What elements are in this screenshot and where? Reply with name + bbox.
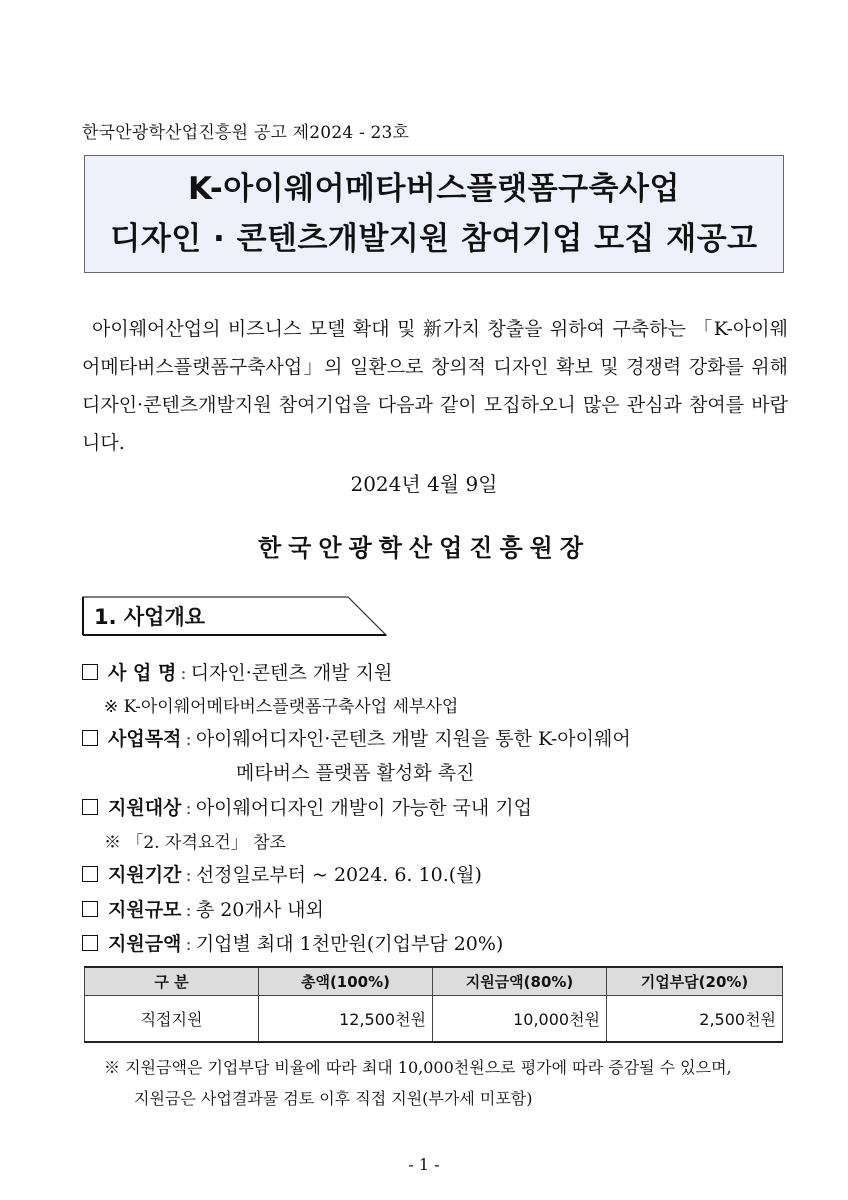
table-header: 총액(100%) (259, 967, 433, 996)
amount-footnote (104, 1052, 794, 1114)
table-row (85, 996, 783, 1043)
intro-paragraph (82, 310, 788, 462)
note-subproject: ※ K-아이웨어메타버스플랫폼구축사업 세부사업 (104, 697, 459, 717)
item-label: 지원기간 (108, 864, 182, 886)
checkbox-icon (82, 901, 98, 917)
item-label: 지원대상 (108, 797, 182, 819)
table-header: 기업부담(20%) (607, 967, 783, 996)
item-label: 지원금액 (108, 933, 182, 955)
table-cell: 2,500천원 (607, 996, 783, 1043)
support-amount-table (84, 966, 783, 1043)
announcement-date: 2024년 4월 9일 (350, 472, 498, 496)
item-purpose: 사업목적 : 아이웨어디자인·콘텐츠 개발 지원을 통한 K-아이웨어 (82, 724, 631, 751)
item-value: 디자인·콘텐츠 개발 지원 (190, 662, 393, 684)
table-cell: 직접지원 (85, 996, 259, 1043)
title-line-2: 디자인 · 콘텐츠개발지원 참여기업 모집 재공고 (110, 221, 758, 257)
item-period: 지원기간 : 선정일로부터 ~ 2024. 6. 10.(월) (82, 860, 482, 887)
table-cell: 12,500천원 (259, 996, 433, 1043)
checkbox-icon (82, 866, 98, 882)
checkbox-icon (82, 799, 98, 815)
item-label: 사업목적 (108, 728, 182, 750)
item-value: 기업별 최대 1천만원(기업부담 20%) (195, 933, 504, 955)
item-value: 선정일로부터 ~ 2024. 6. 10.(월) (195, 864, 482, 886)
footnote-line-2: 지원금은 사업결과물 검토 이후 직접 지원(부가세 미포함) (134, 1089, 533, 1108)
item-value: 총 20개사 내외 (195, 899, 324, 921)
section-title: 1. 사업개요 (94, 605, 206, 629)
checkbox-icon (82, 664, 98, 680)
intro-text: 아이웨어산업의 비즈니스 모델 확대 및 新가치 창출을 위하여 구축하는 「K-아이웨어메타버스플랫폼구축사업」의 일환으로 창의적 디자인 확보 및 경쟁력 강화를 위해 디자인·콘텐츠개발지원 참여기업을 다음과 같이 모집하오니 많은 관심과 참여를 바랍니다. (82, 318, 788, 454)
item-purpose-continued: 메타버스 플랫폼 활성화 촉진 (236, 762, 475, 784)
table-header-row (85, 967, 783, 996)
title-box (84, 155, 784, 273)
item-amount: 지원금액 : 기업별 최대 1천만원(기업부담 20%) (82, 929, 503, 956)
checkbox-icon (82, 730, 98, 746)
table-header: 지원금액(80%) (433, 967, 607, 996)
note-qualification: ※ 「2. 자격요건」 참조 (104, 833, 286, 853)
table-header: 구 분 (85, 967, 259, 996)
item-label: 지원규모 (108, 899, 182, 921)
item-target: 지원대상 : 아이웨어디자인 개발이 가능한 국내 기업 (82, 793, 532, 820)
item-scale: 지원규모 : 총 20개사 내외 (82, 895, 324, 922)
footnote-line-1: ※ 지원금액은 기업부담 비율에 따라 최대 10,000천원으로 평가에 따라 증감될 수 있으며, (104, 1058, 732, 1077)
notice-number: 한국안광학산업진흥원 공고 제2024 - 23호 (82, 123, 410, 143)
item-label: 사 업 명 (108, 662, 177, 684)
organization-head: 한국안광학산업진흥원장 (257, 533, 591, 562)
item-project-name: 사 업 명 : 디자인·콘텐츠 개발 지원 (82, 658, 392, 685)
page-number: - 1 - (408, 1155, 440, 1174)
section-heading-box (82, 596, 388, 636)
table-cell: 10,000천원 (433, 996, 607, 1043)
title-line-1: K-아이웨어메타버스플랫폼구축사업 (188, 171, 680, 207)
item-value: 아이웨어디자인 개발이 가능한 국내 기업 (195, 797, 533, 819)
checkbox-icon (82, 935, 98, 951)
item-value: 아이웨어디자인·콘텐츠 개발 지원을 통한 K-아이웨어 (195, 728, 631, 750)
